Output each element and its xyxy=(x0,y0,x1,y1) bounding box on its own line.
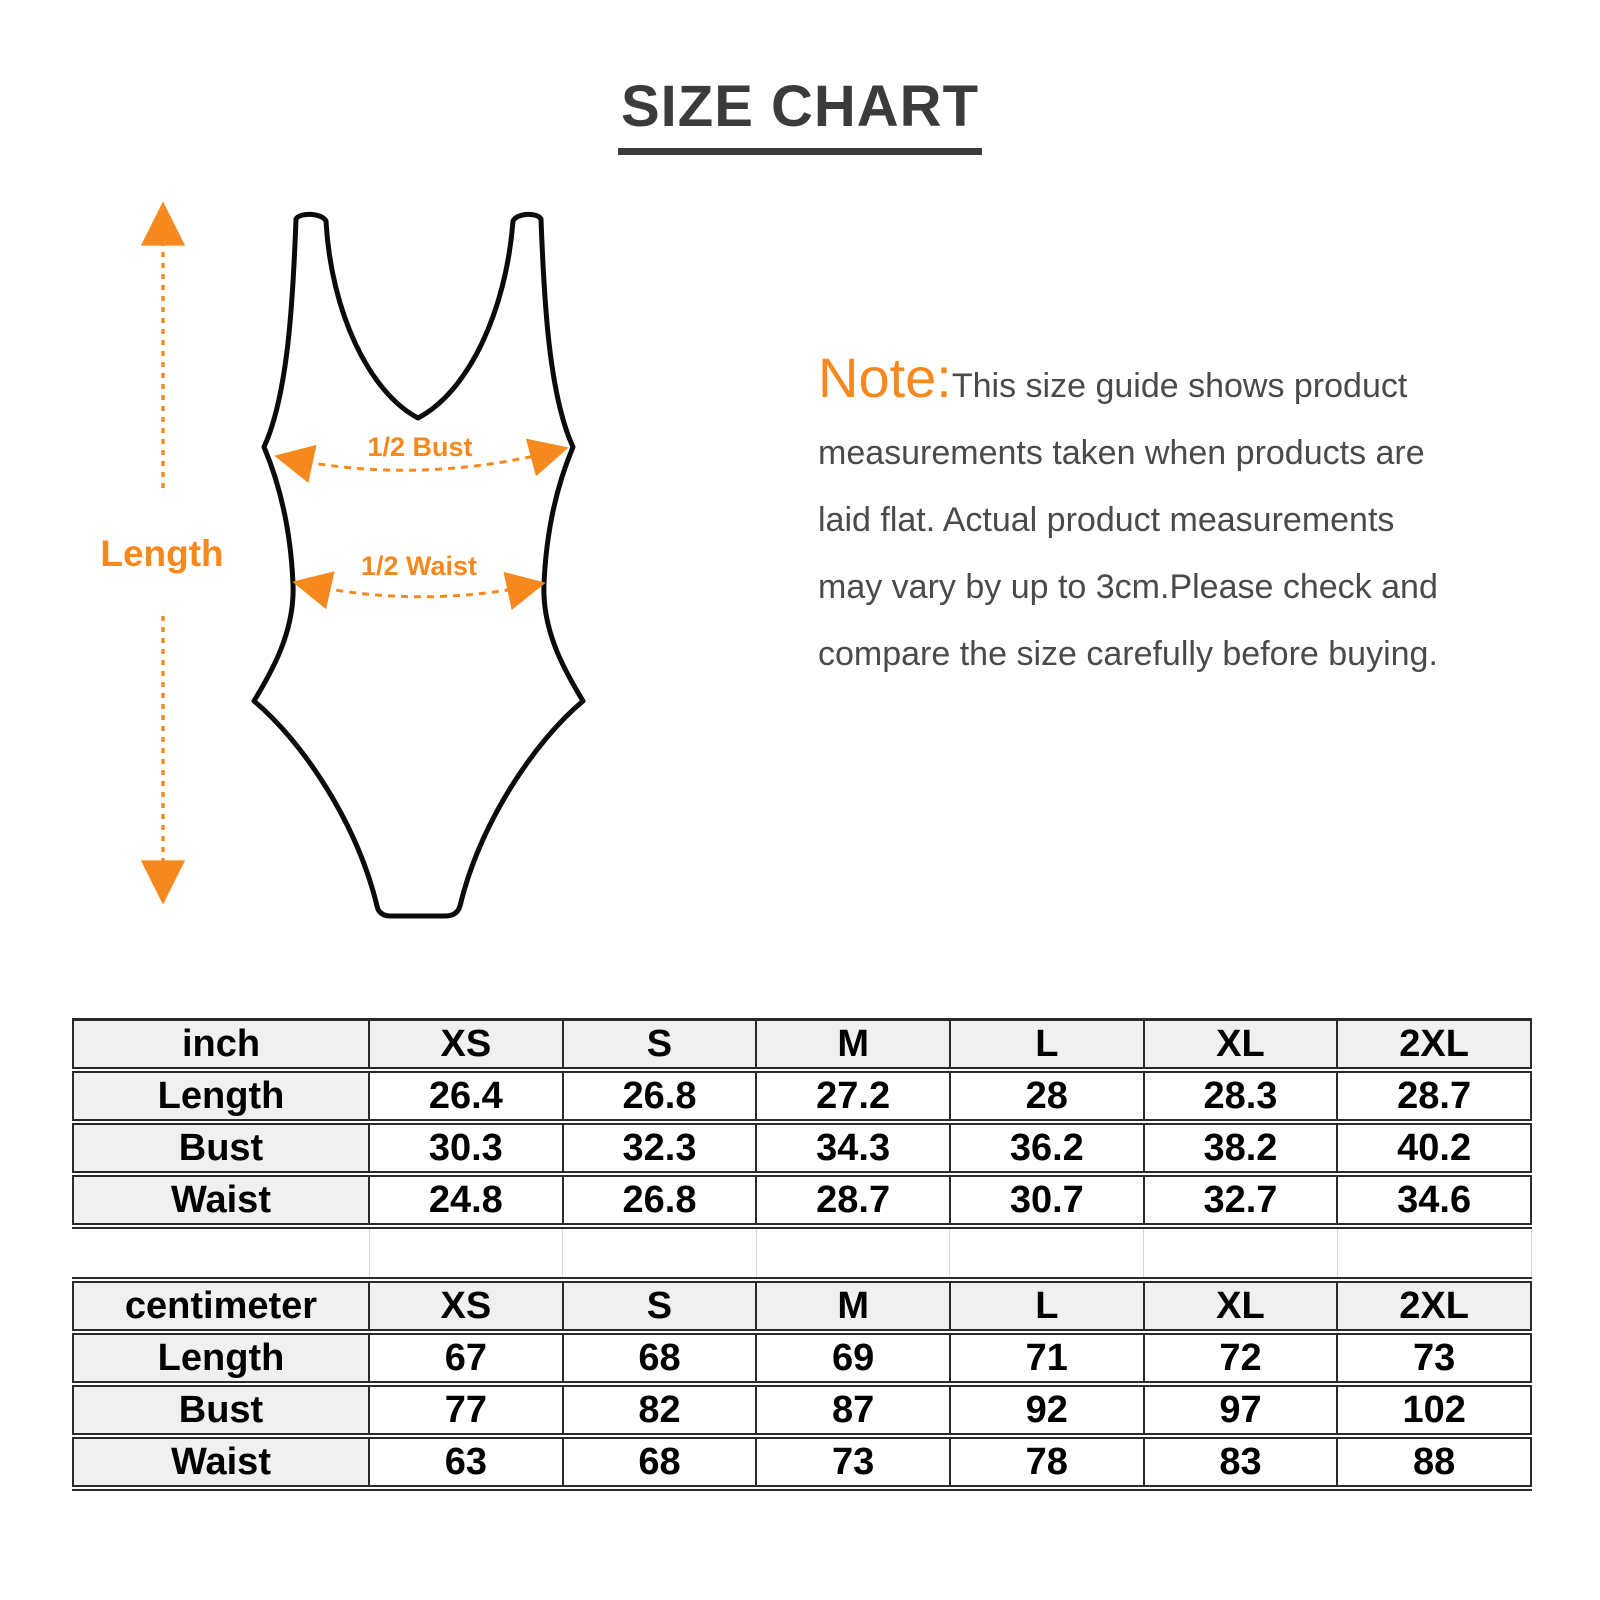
measurement-row-label: Waist xyxy=(73,1436,369,1488)
note-line-5: compare the size carefully before buying. xyxy=(818,635,1438,673)
inch-bust-row xyxy=(73,1122,1531,1174)
size-value-cell: 27.2 xyxy=(756,1070,950,1122)
measurement-row-label: Waist xyxy=(73,1174,369,1226)
note-line-2: measurements taken when products are xyxy=(818,434,1425,472)
size-value-cell: 24.8 xyxy=(369,1174,563,1226)
page-title xyxy=(0,74,1600,155)
size-column-header: XL xyxy=(1144,1280,1338,1332)
size-value-cell: 68 xyxy=(563,1436,757,1488)
size-value-cell: 26.8 xyxy=(563,1070,757,1122)
size-value-cell: 97 xyxy=(1144,1384,1338,1436)
length-label: Length xyxy=(100,533,224,574)
size-column-header: 2XL xyxy=(1337,1280,1531,1332)
measurement-row-label: Bust xyxy=(73,1384,369,1436)
centimeter-waist-row xyxy=(73,1436,1531,1488)
measurement-row-label: Length xyxy=(73,1070,369,1122)
swimsuit-diagram xyxy=(80,180,660,940)
inch-header-row xyxy=(73,1020,1531,1071)
size-column-header: XS xyxy=(369,1020,563,1071)
size-column-header: L xyxy=(950,1020,1144,1071)
size-column-header: S xyxy=(563,1020,757,1071)
unit-header-inch: inch xyxy=(73,1020,369,1071)
size-table xyxy=(72,1018,1532,1491)
size-value-cell: 102 xyxy=(1337,1384,1531,1436)
note-label: Note: xyxy=(818,346,952,409)
size-column-header: XS xyxy=(369,1280,563,1332)
size-value-cell: 71 xyxy=(950,1332,1144,1384)
inch-length-row xyxy=(73,1070,1531,1122)
size-value-cell: 30.3 xyxy=(369,1122,563,1174)
size-value-cell: 73 xyxy=(756,1436,950,1488)
size-column-header: XL xyxy=(1144,1020,1338,1071)
size-value-cell: 28.3 xyxy=(1144,1070,1338,1122)
size-column-header: L xyxy=(950,1280,1144,1332)
table-spacer-row xyxy=(73,1226,1531,1280)
centimeter-bust-row xyxy=(73,1384,1531,1436)
size-value-cell: 87 xyxy=(756,1384,950,1436)
size-value-cell: 28 xyxy=(950,1070,1144,1122)
unit-header-centimeter: centimeter xyxy=(73,1280,369,1332)
size-value-cell: 88 xyxy=(1337,1436,1531,1488)
size-value-cell: 78 xyxy=(950,1436,1144,1488)
note-line-1-text: This size guide shows product xyxy=(951,367,1408,405)
size-value-cell: 34.6 xyxy=(1337,1174,1531,1226)
size-value-cell: 77 xyxy=(369,1384,563,1436)
size-value-cell: 28.7 xyxy=(1337,1070,1531,1122)
centimeter-header-row xyxy=(73,1280,1531,1332)
inch-waist-row xyxy=(73,1174,1531,1226)
size-value-cell: 34.3 xyxy=(756,1122,950,1174)
size-value-cell: 63 xyxy=(369,1436,563,1488)
measurement-row-label: Length xyxy=(73,1332,369,1384)
bust-label: 1/2 Bust xyxy=(367,432,473,462)
size-value-cell: 67 xyxy=(369,1332,563,1384)
centimeter-length-row xyxy=(73,1332,1531,1384)
note-line-1 xyxy=(818,344,1528,420)
page-title-text: SIZE CHART xyxy=(618,78,982,155)
size-column-header: M xyxy=(756,1020,950,1071)
waist-label: 1/2 Waist xyxy=(360,551,478,581)
size-value-cell: 36.2 xyxy=(950,1122,1144,1174)
size-column-header: 2XL xyxy=(1337,1020,1531,1071)
size-value-cell: 40.2 xyxy=(1337,1122,1531,1174)
size-value-cell: 72 xyxy=(1144,1332,1338,1384)
size-value-cell: 82 xyxy=(563,1384,757,1436)
size-value-cell: 26.8 xyxy=(563,1174,757,1226)
size-value-cell: 30.7 xyxy=(950,1174,1144,1226)
size-value-cell: 26.4 xyxy=(369,1070,563,1122)
note-line-3: laid flat. Actual product measurements xyxy=(818,501,1395,539)
size-value-cell: 32.7 xyxy=(1144,1174,1338,1226)
size-value-cell: 73 xyxy=(1337,1332,1531,1384)
size-value-cell: 38.2 xyxy=(1144,1122,1338,1174)
size-value-cell: 83 xyxy=(1144,1436,1338,1488)
size-column-header: M xyxy=(756,1280,950,1332)
note-line-4: may vary by up to 3cm.Please check and xyxy=(818,568,1438,606)
size-column-header: S xyxy=(563,1280,757,1332)
measurement-row-label: Bust xyxy=(73,1122,369,1174)
size-value-cell: 32.3 xyxy=(563,1122,757,1174)
size-value-cell: 68 xyxy=(563,1332,757,1384)
size-value-cell: 28.7 xyxy=(756,1174,950,1226)
size-value-cell: 92 xyxy=(950,1384,1144,1436)
note-block xyxy=(818,344,1528,688)
size-value-cell: 69 xyxy=(756,1332,950,1384)
